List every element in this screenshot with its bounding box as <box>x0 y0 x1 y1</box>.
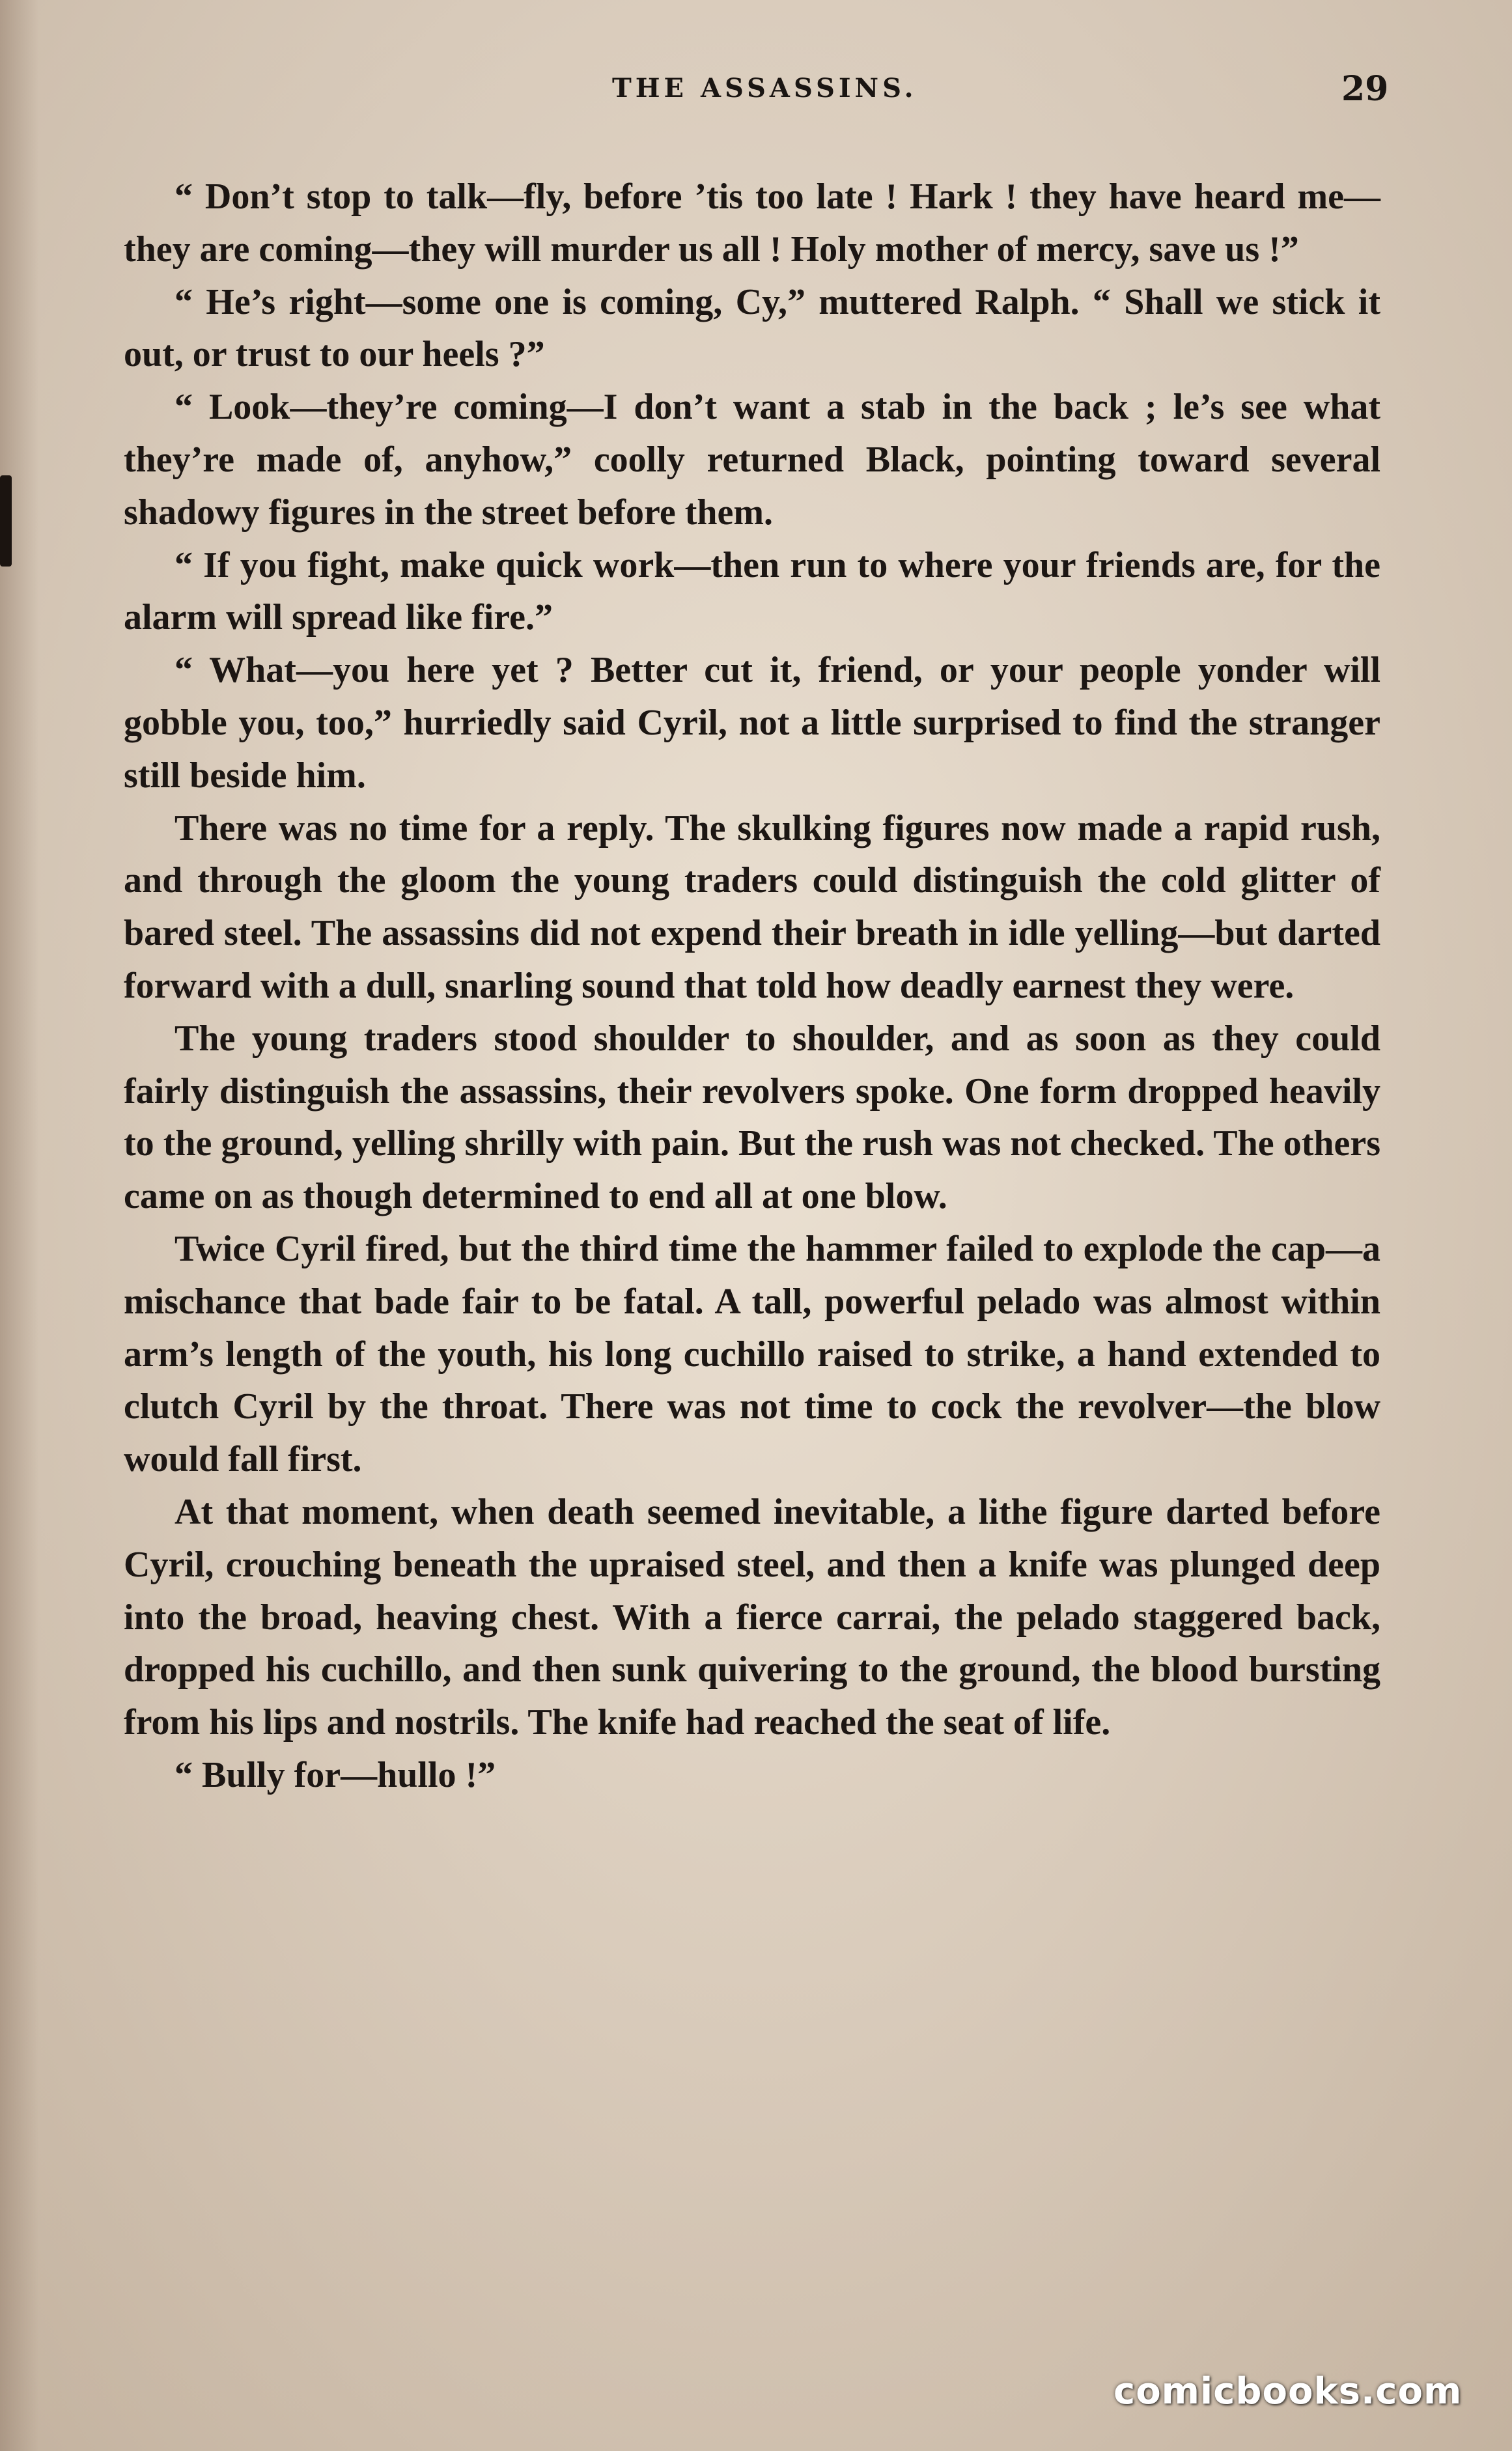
paragraph: The young traders stood shoulder to shoulder, and as soon as they could fairly distinguish the assassins, their revolvers spoke. One form dropped heavily to the ground, yelling shrilly with pain. But the rush was not checked. The others came on as though determined to end all at one blow. <box>124 1018 1380 1217</box>
body-text <box>124 171 1380 1802</box>
paragraph: “ What—you here yet ? Better cut it, friend, or your people yonder will gobble you, too,” hurriedly said Cyril, not a little surprised to find the stranger still beside him. <box>124 650 1380 796</box>
page-number: 29 <box>1341 69 1389 109</box>
paragraph: At that moment, when death seemed inevitable, a lithe figure darted before Cyril, crouching beneath the upraised steel, and then a knife was plunged deep into the broad, heaving chest. With a fierce carrai, the pelado staggered back, dropped his cuchillo, and then sunk quivering to the ground, the blood bursting from his lips and nostrils. The knife had reached the seat of life. <box>124 1491 1380 1743</box>
paragraph: “ Bully for—hullo !” <box>175 1754 496 1795</box>
binding-mark <box>0 475 12 567</box>
paragraph: “ If you fight, make quick work—then run to where your friends are, for the alarm will spread like fire.” <box>124 544 1380 638</box>
page-header <box>0 69 1512 112</box>
site-watermark: comicbooks.com <box>1113 2370 1463 2413</box>
paragraph: There was no time for a reply. The skulking figures now made a rapid rush, and through the gloom the young traders could distinguish the cold glitter of bared steel. The assassins did not expend their breath in idle yelling—but darted forward with a dull, snarling sound that told how deadly earnest they were. <box>124 807 1380 1006</box>
paragraph: Twice Cyril fired, but the third time the hammer failed to explode the cap—a mischance that bade fair to be fatal. A tall, powerful pelado was almost within arm’s length of the youth, his long cuchillo raised to strike, a hand extended to clutch Cyril by the throat. There was not time to cock the revolver—the blow would fall first. <box>124 1228 1380 1480</box>
paragraph: “ Look—they’re coming—I don’t want a stab in the back ; le’s see what they’re made of, anyhow,” coolly returned Black, pointing toward several shadowy figures in the street before them. <box>124 387 1380 533</box>
running-head: THE ASSASSINS. <box>612 73 917 104</box>
paragraph: “ He’s right—some one is coming, Cy,” muttered Ralph. “ Shall we stick it out, or trust to our heels ?” <box>124 281 1380 375</box>
page-spine-shadow <box>0 0 39 2451</box>
paragraph: “ Don’t stop to talk—fly, before ’tis too late ! Hark ! they have heard me—they are coming—they will murder us all ! Holy mother of mercy, save us !” <box>124 176 1380 270</box>
